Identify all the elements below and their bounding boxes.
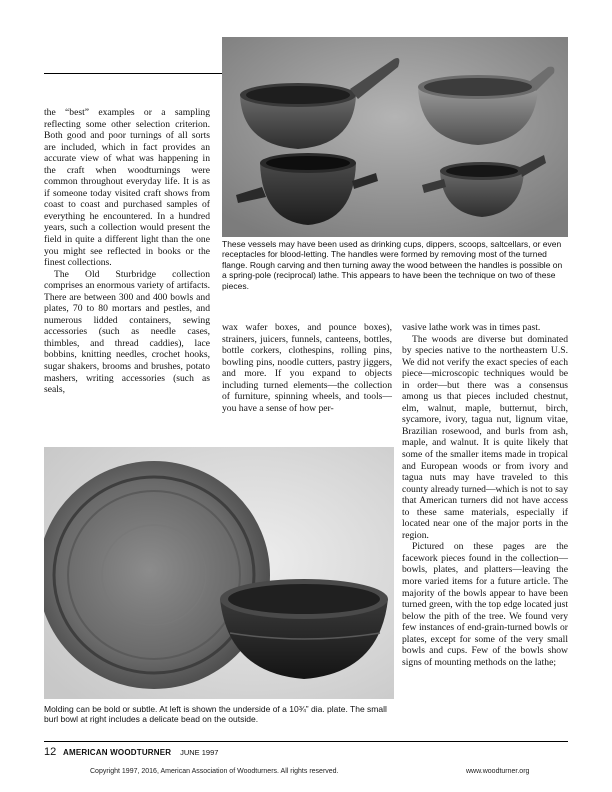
column-3 bbox=[402, 322, 568, 668]
caption-top: These vessels may have been used as drinking cups, dippers, scoops, saltcellars, or even receptacles for blood-letting. The handles were formed by removing most of the turned flange. Rough carving and then turning away the wood between the handles is possible on a spring-pole (reciprocal) lathe. This appears to have been the technique on two of these pieces. bbox=[222, 239, 563, 291]
column-1-paragraph-1: the “best” examples or a sampling reflecting some other selection criterion. Both good and poor turnings of all sorts are included, which in fact provides an accurate view of what was happening in the craft when woodturnings were common throughout everyday life. It is as if someone today visited craft shows from coast to coast and purchased samples of everything he encountered. In a hundred years, such a collection would present the field in quite a different light than the one you might see reflected in books or the finest collections. bbox=[44, 107, 210, 269]
wooden-cups-illustration bbox=[222, 37, 568, 237]
plate-and-bowl-illustration bbox=[44, 447, 394, 699]
column-3-paragraph-3: Pictured on these pages are the facework pieces found in the collection—bowls, plates, and platters—leaving the more varied items for a future article. The majority of the bowls appear to have been turned green, with the top edge located just below the pith of the tree. We found very few instances of end-grain-turned bowls or plates, except for some of the very small bowls and cups. Few of the bowls show signs of mounting methods on the lathe; bbox=[402, 541, 568, 668]
top-rule bbox=[44, 73, 222, 74]
caption-bottom: Molding can be bold or subtle. At left is shown the underside of a 10¾” dia. plate. The small burl bowl at right includes a delicate bead on the outside. bbox=[44, 704, 387, 725]
column-2-paragraph-1: wax wafer boxes, and pounce boxes), strainers, juicers, funnels, canteens, bottles, bottle corkers, clothespins, rolling pins, bowling pins, noodle cutters, pastry jiggers, and more. If you expand to objects including turned elements—the collection of furniture, spinning wheels, and tools—you have a sense of how per- bbox=[222, 322, 392, 414]
website-url[interactable]: www.woodturner.org bbox=[466, 768, 530, 775]
column-2 bbox=[222, 322, 392, 414]
column-1 bbox=[44, 107, 210, 396]
issue-date: JUNE 1997 bbox=[180, 748, 219, 757]
photo-wooden-cups bbox=[222, 37, 568, 237]
copyright-notice: Copyright 1997, 2016, American Association of Woodturners. All rights reserved. bbox=[90, 768, 339, 775]
column-3-paragraph-2: The woods are diverse but dominated by species native to the northeastern U.S. We did not verify the exact species of each piece—microscopic techniques would be in order—but there was a consensus among us that pieces included chestnut, elm, walnut, maple, butternut, birch, sycamore, ivory, tagua nut, lignum vitae, Brazilian rosewood, and burls from ash, maple, and walnut. It is quite likely that some of the smaller items made in tropical and European woods or from ivory and tagua nuts may have traveled to this county already turned—which is not to say that American turners did not have access to these same materials, especially if located near one of the major ports in the region. bbox=[402, 333, 568, 541]
column-3-paragraph-1: vasive lathe work was in times past. bbox=[402, 322, 541, 333]
column-1-paragraph-2: The Old Sturbridge collection comprises an enormous variety of artifacts. There are between 300 and 400 bowls and plates, 70 to 80 mortars and pestles, and numerous lidded containers, sewing accessories (such as needle cases, thimbles, and thread caddies), lace bobbins, knitting needles, crochet hooks, sugar shakers, brooms and brushes, potato mashers, writing accessories (such as seals, bbox=[44, 268, 210, 396]
page-folio bbox=[44, 746, 218, 758]
photo-plate-and-bowl bbox=[44, 447, 394, 699]
page-number: 12 bbox=[44, 746, 57, 758]
magazine-title: AMERICAN WOODTURNER bbox=[63, 748, 172, 757]
footer-rule bbox=[44, 741, 568, 742]
